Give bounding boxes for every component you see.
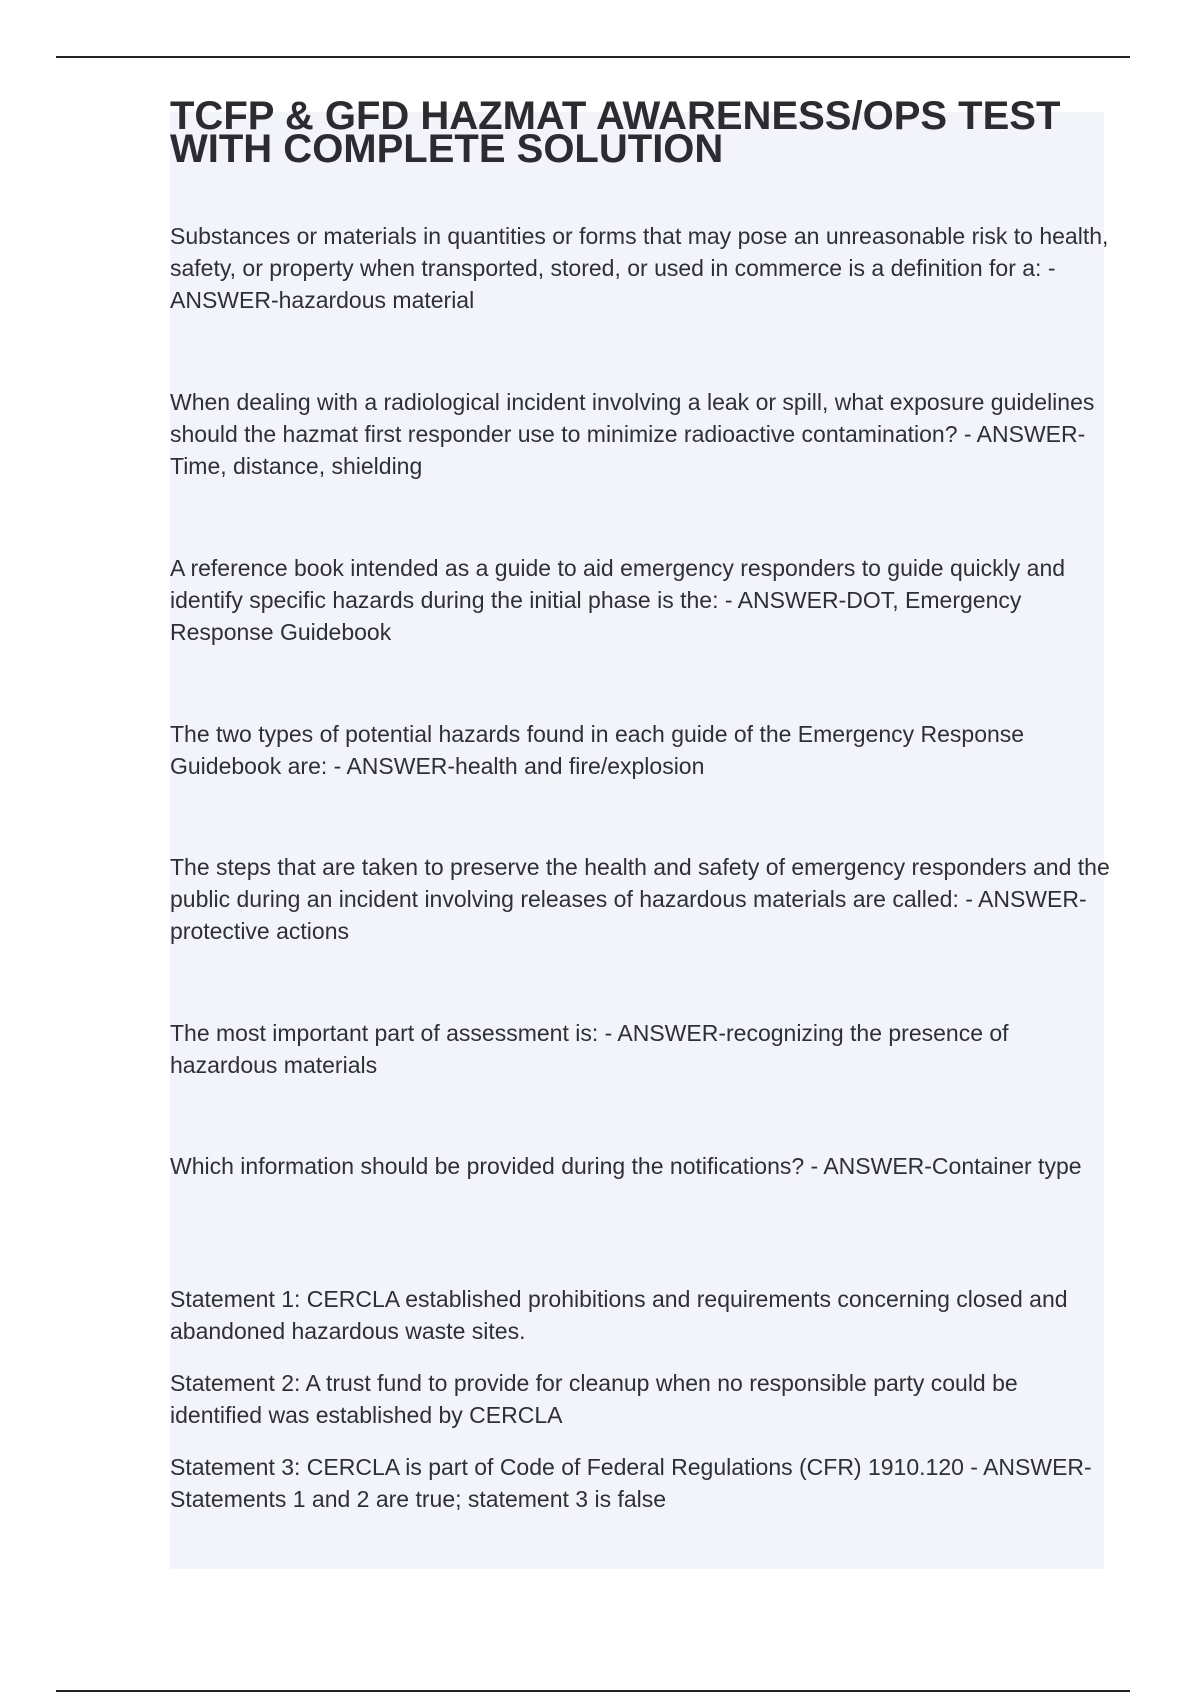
question-item-5 [170, 851, 1110, 947]
question-item-7 [170, 1150, 1110, 1182]
statement-2: Statement 2: A trust fund to provide for cleanup when no responsible party could be identified was established by CERCLA [170, 1370, 1018, 1428]
question-item-2 [170, 386, 1110, 482]
question-text: The most important part of assessment is: - ANSWER-recognizing the presence of hazardous materials [170, 1020, 1009, 1078]
question-text: The steps that are taken to preserve the health and safety of emergency responders and the public during an incident involving releases of hazardous materials are called: - ANSWER-protective actions [170, 854, 1110, 944]
top-rule [56, 56, 1130, 58]
question-item-3 [170, 552, 1110, 648]
question-item-6 [170, 1017, 1110, 1081]
question-text: The two types of potential hazards found in each guide of the Emergency Response Guidebook are: - ANSWER-health and fire/explosion [170, 721, 1025, 779]
question-text: Which information should be provided during the notifications? - ANSWER-Container type [170, 1153, 1082, 1179]
question-item-1 [170, 220, 1110, 316]
question-item-4 [170, 718, 1110, 782]
question-text: When dealing with a radiological incident involving a leak or spill, what exposure guidelines should the hazmat first responder use to minimize radioactive contamination? - ANSWER-Time, distance, shielding [170, 389, 1095, 479]
question-text: Substances or materials in quantities or forms that may pose an unreasonable risk to health, safety, or property when transported, stored, or used in commerce is a definition for a: - ANSWER-hazardous material [170, 223, 1109, 313]
statement-group [170, 1283, 1110, 1535]
bottom-rule [56, 1690, 1130, 1692]
document-title: TCFP & GFD HAZMAT AWARENESS/OPS TEST WITH COMPLETE SOLUTION [170, 94, 1061, 171]
question-text: A reference book intended as a guide to aid emergency responders to guide quickly and identify specific hazards during the initial phase is the: - ANSWER-DOT, Emergency Response Guidebook [170, 555, 1066, 645]
statement-1: Statement 1: CERCLA established prohibitions and requirements concerning closed and abandoned hazardous waste sites. [170, 1286, 1068, 1344]
statement-3: Statement 3: CERCLA is part of Code of Federal Regulations (CFR) 1910.120 - ANSWER-Statements 1 and 2 are true; statement 3 is false [170, 1454, 1092, 1512]
